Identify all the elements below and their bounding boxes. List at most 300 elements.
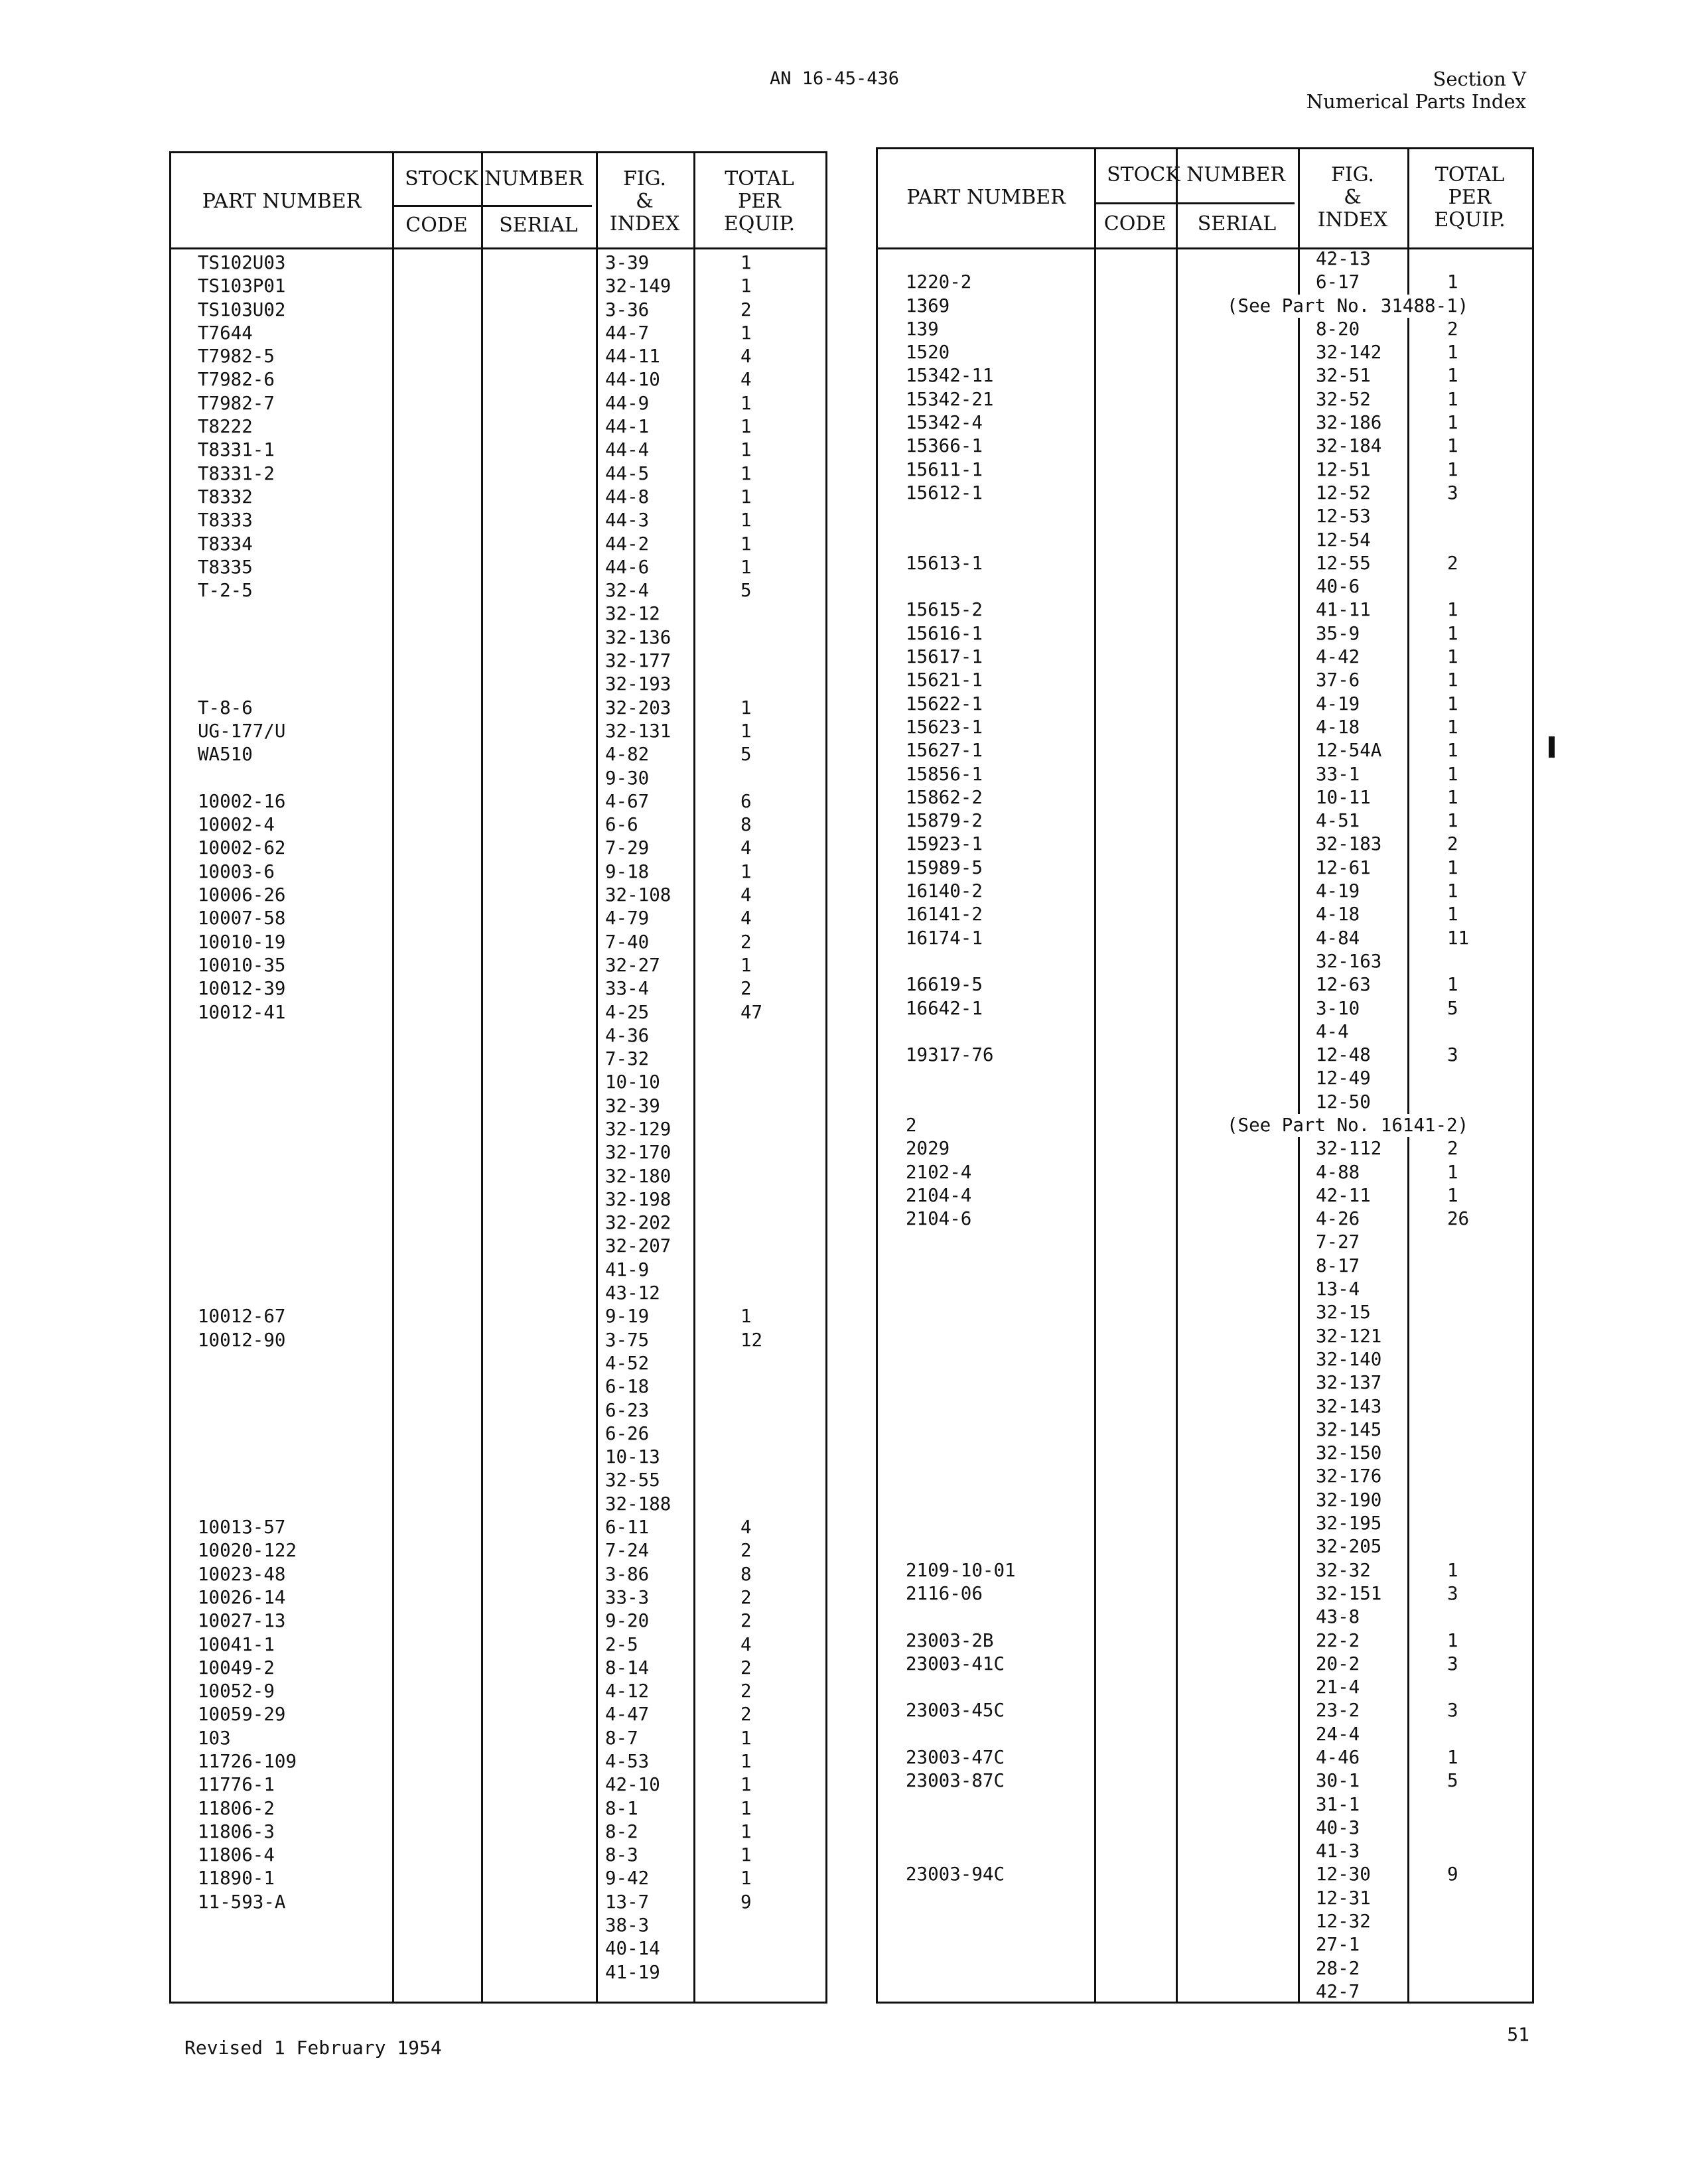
part-number-cell: 15862-2 [906,786,983,808]
fig-index-cell: 33-4 [605,978,650,1000]
fig-index-cell: 4-36 [605,1024,650,1046]
part-number-cell: T7982-6 [198,369,275,391]
fig-index-cell: 8-7 [605,1727,638,1749]
part-number-cell [198,1282,297,1305]
fig-index-cell: 32-205 [1316,1536,1382,1558]
fig-index-cell: 2-5 [605,1633,638,1655]
part-number-cell: TS102U03 [198,252,286,273]
fig-index-cell: 44-4 [605,439,650,461]
quantity-cell: 1 [1447,740,1458,762]
quantity-cell: 8 [740,814,752,836]
part-number-cell [906,1840,1016,1863]
quantity-cell [1447,1418,1469,1442]
fig-index-cell: 44-5 [605,462,650,484]
quantity-cell: 1 [740,556,752,578]
fig-index-cell: 8-14 [605,1657,650,1678]
quantity-cell [740,1118,762,1141]
part-number-cell: 10012-90 [198,1329,286,1351]
fig-index-cell: 3-75 [605,1329,650,1351]
quantity-cell: 1 [740,1820,752,1842]
fig-index-cell: 12-31 [1316,1887,1371,1909]
quantity-cell: 1 [740,322,752,344]
fig-index-cell: 32-163 [1316,950,1382,972]
quantity-cell [1447,1676,1469,1699]
quantity-cell: 1 [1447,786,1458,808]
total-per-equip-header: TOTAL PER EQUIP. [723,167,796,236]
quantity-cell [740,602,762,626]
part-number-cell: 23003-45C [906,1700,1005,1722]
part-number-cell: T8332 [198,486,253,508]
fig-index-cell: 42-7 [1316,1980,1360,2002]
fig-index-cell: 8-17 [1316,1255,1360,1276]
fig-index-cell: 27-1 [1316,1934,1360,1956]
fig-index-cell: 41-9 [605,1259,650,1280]
quantity-cell: 1 [740,486,752,508]
quantity-cell [1447,1395,1469,1418]
quantity-cell [1447,1957,1469,1980]
part-number-cell: 15623-1 [906,716,983,738]
part-number-cell: 1220-2 [906,271,972,293]
part-number-cell: 15989-5 [906,856,983,878]
quantity-cell: 2 [1447,833,1458,855]
part-number-cell [906,1465,1016,1488]
fig-index-cell: 32-39 [605,1095,660,1117]
fig-index-cell: 7-27 [1316,1231,1360,1253]
fig-index-cell: 33-1 [1316,763,1360,785]
quantity-cell: 1 [1447,880,1458,902]
total-per-equip-header: TOTAL PER EQUIP. [1434,163,1506,232]
part-number-cell: 10002-62 [198,837,286,859]
part-number-cell [906,1325,1016,1348]
quantity-cell [1447,1348,1469,1371]
fig-index-cell: 6-18 [605,1376,650,1398]
quantity-cell: 1 [1447,974,1458,996]
part-number-cell: 10041-1 [198,1633,275,1655]
quantity-cell: 1 [740,462,752,484]
quantity-cell [740,1399,762,1422]
part-number-cell: UG-177/U [198,720,286,742]
part-number-cell [906,1957,1016,1980]
part-number-cell [198,1165,297,1188]
quantity-cell: 1 [1447,856,1458,878]
part-number-cell [198,626,297,649]
part-number-cell [198,1211,297,1235]
part-number-cell: 11806-3 [198,1820,275,1842]
part-number-cell [906,1512,1016,1535]
part-number-cell: 10013-57 [198,1517,286,1538]
part-number-cell: 10010-19 [198,931,286,953]
fig-index-cell: 32-195 [1316,1513,1382,1535]
fig-index-cell: 32-143 [1316,1395,1382,1417]
part-number-cell: 11890-1 [198,1868,275,1889]
quantity-cell: 1 [1447,646,1458,668]
fig-index-cell: 42-11 [1316,1184,1371,1206]
quantity-cell: 1 [740,1306,752,1328]
quantity-cell: 4 [740,1633,752,1655]
part-number-column [906,247,1016,2004]
quantity-cell [1447,1793,1469,1816]
quantity-cell [740,1095,762,1118]
part-number-cell: 15621-1 [906,669,983,691]
part-number-cell [198,1118,297,1141]
fig-index-cell: 30-1 [1316,1770,1360,1792]
quantity-cell [740,1048,762,1071]
fig-index-cell: 9-18 [605,860,650,882]
part-number-cell [198,1469,297,1492]
part-number-cell [198,1188,297,1211]
fig-index-cell: 41-19 [605,1961,660,1983]
document-number: AN 16-45-436 [770,68,900,89]
section-label: Section V [1433,68,1526,90]
see-part-note: (See Part No. 16141-2) [1223,1114,1472,1137]
fig-index-cell: 4-46 [1316,1747,1360,1768]
quantity-cell: 4 [740,837,752,859]
part-number-cell: 15342-4 [906,412,983,434]
part-number-cell: 15615-2 [906,599,983,621]
quantity-cell [740,1188,762,1211]
part-number-cell: T8334 [198,533,253,555]
code-header: CODE [405,214,468,237]
fig-index-cell: 10-11 [1316,786,1371,808]
quantity-cell: 2 [740,931,752,953]
part-number-cell [906,1723,1016,1746]
section-title: Numerical Parts Index [1306,90,1526,113]
fig-index-cell: 42-10 [605,1774,660,1796]
code-header: CODE [1103,212,1166,236]
quantity-cell: 1 [740,1751,752,1772]
quantity-cell [1447,950,1469,973]
quantity-cell [740,1914,762,1937]
fig-index-cell: 4-25 [605,1001,650,1023]
quantity-cell [1447,1325,1469,1348]
part-number-cell [906,1816,1016,1840]
fig-index-cell: 32-198 [605,1188,671,1210]
fig-index-cell: 37-6 [1316,669,1360,691]
fig-index-cell: 12-54A [1316,740,1382,762]
right-parts-table [876,147,1534,2004]
quantity-cell: 1 [740,1844,752,1866]
fig-index-cell: 9-42 [605,1868,650,1889]
fig-index-cell: 12-32 [1316,1911,1371,1933]
fig-index-cell: 32-131 [605,720,671,742]
part-number-cell: T-8-6 [198,697,253,718]
part-number-cell [198,1352,297,1375]
fig-index-cell: 7-40 [605,931,650,953]
part-number-cell: T8335 [198,556,253,578]
part-number-cell: 15622-1 [906,693,983,715]
fig-index-cell: 12-50 [1316,1091,1371,1113]
part-number-cell [906,575,1016,598]
quantity-cell: 9 [1447,1864,1458,1885]
part-number-cell [198,1048,297,1071]
fig-index-cell: 12-30 [1316,1864,1371,1885]
part-number-cell: WA510 [198,744,253,766]
fig-index-cell: 8-2 [605,1820,638,1842]
quantity-cell [740,649,762,673]
part-number-cell [198,1961,297,1984]
part-number-cell: 23003-94C [906,1864,1005,1885]
quantity-cell: 4 [740,369,752,391]
quantity-cell [740,1961,762,1984]
quantity-cell [1447,1512,1469,1535]
quantity-cell [1447,1933,1469,1956]
quantity-cell: 1 [1447,693,1458,715]
quantity-cell: 1 [1447,763,1458,785]
fig-index-cell: 13-7 [605,1891,650,1913]
fig-index-cell: 6-26 [605,1422,650,1444]
fig-index-cell: 6-11 [605,1517,650,1538]
quantity-cell: 3 [1447,1653,1458,1674]
page-number: 51 [1507,2023,1529,2045]
fig-index-cell: 7-29 [605,837,650,859]
quantity-cell: 2 [1447,552,1458,574]
fig-index-cell: 4-18 [1316,904,1360,925]
part-number-column [198,251,297,1984]
part-number-cell: 23003-41C [906,1653,1005,1674]
section-heading [1306,68,1526,113]
part-number-cell: 10006-26 [198,884,286,906]
part-number-cell: T7644 [198,322,253,344]
fig-index-cell: 8-20 [1316,318,1360,340]
fig-index-cell: 44-7 [605,322,650,344]
fig-index-cell: 8-3 [605,1844,638,1866]
quantity-cell: 4 [740,908,752,929]
part-number-cell: 23003-47C [906,1747,1005,1768]
quantity-cell [1447,1371,1469,1395]
part-number-cell: 15616-1 [906,622,983,644]
part-number-cell: 10002-4 [198,814,275,836]
fig-index-cell: 32-27 [605,954,660,976]
part-number-cell: 1520 [906,342,950,364]
part-number-cell: 1369 [906,295,950,316]
fig-index-cell: 32-137 [1316,1372,1382,1394]
part-number-cell [906,1371,1016,1395]
quantity-cell: 5 [1447,997,1458,1019]
quantity-cell: 1 [1447,1184,1458,1206]
part-number-cell [906,1301,1016,1324]
fig-index-cell: 32-207 [605,1235,671,1257]
quantity-cell: 1 [1447,622,1458,644]
part-number-cell [198,1493,297,1516]
part-number-cell: 11726-109 [198,1751,297,1772]
fig-index-cell: 44-2 [605,533,650,555]
part-number-cell [198,1399,297,1422]
fig-index-cell: 32-186 [1316,412,1382,434]
quantity-cell: 3 [1447,1582,1458,1604]
fig-index-cell: 13-4 [1316,1278,1360,1300]
quantity-cell: 2 [740,1586,752,1608]
fig-index-cell: 20-2 [1316,1653,1360,1674]
fig-index-cell: 22-2 [1316,1629,1360,1651]
quantity-cell: 9 [740,1891,752,1913]
quantity-cell: 2 [740,1704,752,1726]
fig-index-cell: 9-19 [605,1306,650,1328]
quantity-cell: 1 [1447,669,1458,691]
fig-index-cell: 12-63 [1316,974,1371,996]
fig-index-cell: 32-203 [605,697,671,718]
fig-index-cell: 10-13 [605,1446,660,1468]
quantity-cell: 4 [740,346,752,368]
fig-index-cell: 41-11 [1316,599,1371,621]
fig-index-cell: 32-129 [605,1118,671,1140]
part-number-cell: TS103P01 [198,275,286,297]
quantity-cell [1447,505,1469,528]
quantity-cell: 4 [740,884,752,906]
fig-index-cell: 44-10 [605,369,660,391]
part-number-cell [198,602,297,626]
fig-index-cell: 32-202 [605,1212,671,1234]
part-number-cell: 15612-1 [906,482,983,504]
part-number-cell: 11-593-A [198,1891,286,1913]
part-number-cell: 2 [906,1114,917,1136]
fig-index-cell: 32-183 [1316,833,1382,855]
quantity-cell [740,1141,762,1164]
part-number-cell: 23003-2B [906,1629,994,1651]
part-number-cell: 15342-11 [906,365,994,387]
quantity-cell: 1 [1447,716,1458,738]
quantity-cell: 26 [1447,1208,1470,1230]
change-bar [1549,736,1555,758]
fig-index-cell: 32-52 [1316,388,1371,410]
fig-index-cell: 32-4 [605,580,650,602]
fig-index-cell: 12-61 [1316,856,1371,878]
revision-note: Revised 1 February 1954 [184,2037,442,2059]
fig-index-cell: 4-19 [1316,693,1360,715]
part-number-cell: 15617-1 [906,646,983,668]
fig-index-cell: 4-88 [1316,1161,1360,1183]
fig-index-cell: 4-47 [605,1704,650,1726]
fig-index-cell: 32-190 [1316,1489,1382,1511]
fig-index-cell: 32-150 [1316,1442,1382,1464]
part-number-cell: 10012-67 [198,1306,286,1328]
quantity-cell: 1 [1447,388,1458,410]
quantity-cell: 1 [1447,412,1458,434]
part-number-cell: 2116-06 [906,1582,983,1604]
quantity-cell [740,1024,762,1048]
quantity-cell [740,1422,762,1446]
part-number-cell [198,1259,297,1282]
part-number-cell: 10023-48 [198,1563,286,1585]
quantity-cell: 1 [1447,1747,1458,1768]
quantity-cell [1447,1489,1469,1512]
quantity-cell: 1 [740,510,752,531]
part-number-cell: 19317-76 [906,1044,994,1066]
fig-index-cell: 9-30 [605,767,650,789]
see-part-note: (See Part No. 31488-1) [1223,295,1472,318]
fig-index-cell: 6-23 [605,1399,650,1421]
part-number-cell [198,1446,297,1469]
quantity-cell: 1 [740,252,752,273]
quantity-cell [1447,1605,1469,1629]
fig-index-cell: 28-2 [1316,1957,1360,1979]
part-number-cell: 11776-1 [198,1774,275,1796]
fig-index-cell: 32-176 [1316,1466,1382,1487]
fig-index-cell: 44-1 [605,416,650,438]
quantity-cell: 1 [1447,342,1458,364]
quantity-cell: 47 [740,1001,763,1023]
part-number-cell [906,1418,1016,1442]
quantity-cell [740,1446,762,1469]
quantity-cell: 8 [740,1563,752,1585]
fig-index-cell: 32-140 [1316,1348,1382,1370]
fig-index-cell: 44-9 [605,392,650,414]
quantity-cell: 1 [1447,904,1458,925]
part-number-cell [906,1067,1016,1090]
fig-index-cell: 7-24 [605,1540,650,1562]
part-number-cell: 15923-1 [906,833,983,855]
part-number-cell: T7982-7 [198,392,275,414]
fig-index-cell: 32-136 [605,626,671,648]
part-number-cell: 23003-87C [906,1770,1005,1792]
fig-index-cell: 40-3 [1316,1816,1360,1838]
quantity-cell: 12 [740,1329,763,1351]
part-number-cell: 2029 [906,1138,950,1160]
quantity-cell [1447,1278,1469,1301]
quantity-cell [1447,1816,1469,1840]
part-number-cell: 10007-58 [198,908,286,929]
part-number-cell [198,1235,297,1258]
left-parts-table [169,151,827,2004]
quantity-cell: 1 [740,954,752,976]
part-number-header: PART NUMBER [202,190,362,213]
part-number-cell: 10002-16 [198,790,286,812]
part-number-cell: 15366-1 [906,435,983,457]
fig-index-cell: 12-52 [1316,482,1371,504]
quantity-cell: 6 [740,790,752,812]
fig-index-cell: 32-177 [605,650,671,672]
fig-index-cell: 4-52 [605,1352,650,1374]
part-number-cell: 16619-5 [906,974,983,996]
quantity-cell: 2 [740,299,752,320]
quantity-cell: 3 [1447,1700,1458,1722]
fig-index-header: FIG. & INDEX [609,167,680,236]
quantity-cell [1447,1067,1469,1090]
part-number-cell: 103 [198,1727,231,1749]
part-number-cell: T-2-5 [198,580,253,602]
fig-index-cell: 32-51 [1316,365,1371,387]
part-number-header: PART NUMBER [906,186,1066,209]
fig-index-cell: 4-42 [1316,646,1360,668]
quantity-cell: 1 [740,697,752,718]
part-number-cell: 16140-2 [906,880,983,902]
quantity-cell [740,1375,762,1399]
part-number-cell [906,1278,1016,1301]
part-number-cell: 15856-1 [906,763,983,785]
quantity-cell: 1 [740,1774,752,1796]
part-number-cell [906,1489,1016,1512]
quantity-cell: 1 [740,720,752,742]
quantity-cell: 11 [1447,927,1470,949]
quantity-cell [1447,575,1469,598]
part-number-cell: 10026-14 [198,1586,286,1608]
part-number-cell [906,1348,1016,1371]
fig-index-cell: 44-3 [605,510,650,531]
part-number-cell: TS103U02 [198,299,286,320]
quantity-column [740,251,762,1984]
part-number-cell [198,1071,297,1094]
part-number-cell [906,1255,1016,1278]
quantity-cell: 3 [1447,1044,1458,1066]
quantity-cell [1447,1442,1469,1465]
quantity-cell: 3 [1447,482,1458,504]
quantity-cell: 1 [1447,1161,1458,1183]
part-number-cell: 2104-4 [906,1184,972,1206]
part-number-cell: T8331-2 [198,462,275,484]
quantity-cell: 1 [740,1797,752,1819]
part-number-cell [906,1933,1016,1956]
part-number-cell: 15613-1 [906,552,983,574]
quantity-cell [1447,1840,1469,1863]
